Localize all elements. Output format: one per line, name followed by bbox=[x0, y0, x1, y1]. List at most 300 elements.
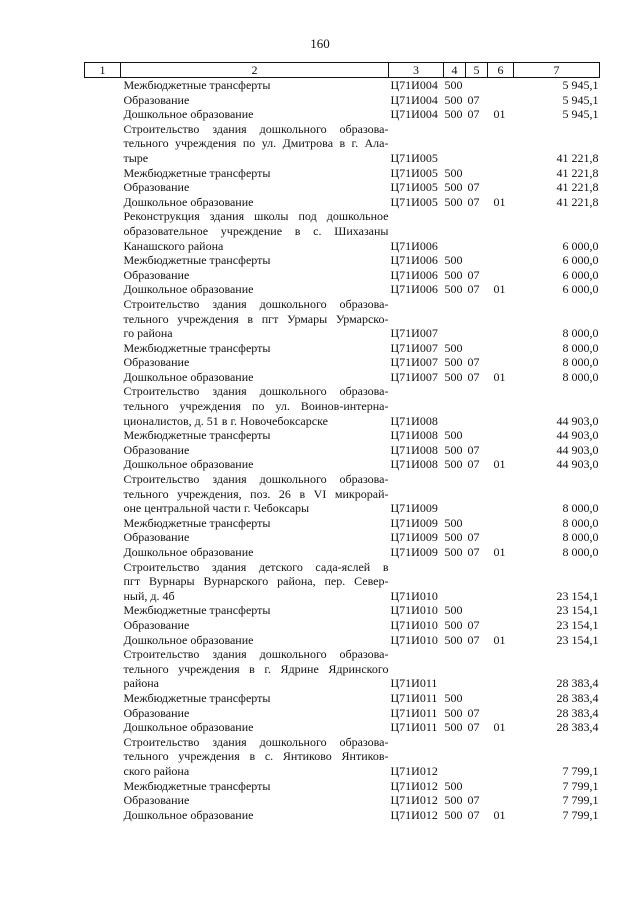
row-code-cell: Ц71И012 bbox=[390, 778, 438, 793]
row-group-cell bbox=[488, 530, 514, 545]
row-name-cell: Строительство здания дошкольного образова- bbox=[123, 384, 389, 399]
row-subsection-cell bbox=[466, 691, 488, 706]
row-code-cell: Ц71И009 bbox=[390, 545, 438, 559]
table-row bbox=[85, 472, 600, 487]
table-row bbox=[85, 720, 600, 735]
row-amount-cell bbox=[514, 560, 600, 575]
row-section-cell bbox=[444, 735, 466, 750]
row-group-cell bbox=[488, 516, 514, 531]
row-amount-cell bbox=[514, 136, 600, 151]
row-section-cell: 500 bbox=[444, 253, 463, 268]
row-group-cell bbox=[488, 414, 514, 429]
row-amount-cell: 8 000,0 bbox=[562, 545, 599, 559]
row-subsection-cell bbox=[466, 209, 488, 224]
row-number-cell bbox=[85, 749, 121, 764]
row-code-cell: Ц71И008 bbox=[390, 428, 438, 443]
row-subsection-cell bbox=[466, 487, 488, 502]
row-name-cell: Образование bbox=[123, 267, 190, 282]
row-subsection-cell: 07 bbox=[467, 369, 480, 384]
table-row bbox=[85, 399, 600, 414]
row-number-cell bbox=[85, 297, 121, 312]
row-section-cell: 500 bbox=[444, 267, 463, 282]
row-name-cell: Межбюджетные трансферты bbox=[123, 690, 271, 705]
row-number-cell bbox=[85, 195, 121, 210]
row-amount-cell: 5 945,1 bbox=[562, 107, 599, 122]
row-subsection-cell: 07 bbox=[467, 617, 480, 632]
row-amount-cell: 6 000,0 bbox=[562, 267, 599, 282]
row-group-cell: 01 bbox=[493, 194, 506, 209]
row-section-cell bbox=[444, 122, 466, 137]
row-number-cell bbox=[85, 224, 121, 239]
table-row bbox=[85, 560, 600, 575]
row-subsection-cell bbox=[466, 78, 488, 93]
table-row bbox=[85, 282, 600, 297]
row-subsection-cell: 07 bbox=[467, 457, 480, 472]
row-subsection-cell bbox=[466, 589, 488, 604]
row-code-cell: Ц71И006 bbox=[390, 282, 438, 297]
row-section-cell: 500 bbox=[444, 807, 463, 822]
row-name-cell: го района bbox=[123, 326, 173, 341]
row-amount-cell bbox=[514, 209, 600, 224]
row-subsection-cell bbox=[466, 414, 488, 429]
row-name-cell: Дошкольное образование bbox=[123, 545, 254, 559]
row-section-cell: 500 bbox=[444, 92, 463, 107]
row-amount-cell: 7 799,1 bbox=[562, 763, 599, 778]
table-row bbox=[85, 501, 600, 516]
row-subsection-cell bbox=[466, 151, 488, 166]
row-group-cell bbox=[488, 209, 514, 224]
row-number-cell bbox=[85, 676, 121, 691]
row-amount-cell: 28 383,4 bbox=[556, 705, 599, 720]
table-row bbox=[85, 93, 600, 108]
row-section-cell bbox=[444, 384, 466, 399]
row-section-cell bbox=[444, 209, 466, 224]
row-subsection-cell bbox=[466, 297, 488, 312]
row-group-cell bbox=[488, 180, 514, 195]
row-subsection-cell: 07 bbox=[467, 530, 480, 545]
row-name-cell: Дошкольное образование bbox=[123, 194, 254, 209]
row-subsection-cell bbox=[466, 647, 488, 662]
row-number-cell bbox=[85, 487, 121, 502]
row-code-cell bbox=[389, 224, 444, 239]
row-number-cell bbox=[85, 341, 121, 356]
row-code-cell: Ц71И010 bbox=[390, 603, 438, 618]
table-row bbox=[85, 749, 600, 764]
row-section-cell bbox=[444, 589, 466, 604]
row-number-cell bbox=[85, 136, 121, 151]
row-number-cell bbox=[85, 399, 121, 414]
row-name-cell: Межбюджетные трансферты bbox=[123, 340, 271, 355]
table-body bbox=[85, 78, 600, 823]
row-subsection-cell bbox=[466, 516, 488, 531]
row-group-cell bbox=[488, 326, 514, 341]
row-amount-cell bbox=[514, 472, 600, 487]
row-amount-cell: 7 799,1 bbox=[562, 793, 599, 808]
table-row bbox=[85, 574, 600, 589]
row-code-cell: Ц71И009 bbox=[390, 530, 438, 545]
row-name-cell: пгт Вурнары Вурнарского района, пер. Север- bbox=[123, 574, 389, 589]
row-amount-cell bbox=[514, 647, 600, 662]
row-name-cell: Строительство здания дошкольного образова- bbox=[123, 734, 389, 749]
row-group-cell bbox=[488, 78, 514, 93]
row-amount-cell: 41 221,8 bbox=[556, 150, 599, 165]
row-subsection-cell bbox=[466, 676, 488, 691]
row-group-cell bbox=[488, 443, 514, 458]
row-amount-cell: 7 799,1 bbox=[562, 778, 599, 793]
row-group-cell bbox=[488, 501, 514, 516]
row-subsection-cell: 07 bbox=[467, 632, 480, 647]
table-row bbox=[85, 312, 600, 327]
row-number-cell bbox=[85, 312, 121, 327]
row-amount-cell bbox=[514, 749, 600, 764]
row-subsection-cell: 07 bbox=[467, 194, 480, 209]
row-group-cell: 01 bbox=[493, 282, 506, 297]
row-subsection-cell: 07 bbox=[467, 705, 480, 720]
row-name-cell: Образование bbox=[123, 793, 190, 808]
row-group-cell bbox=[488, 574, 514, 589]
row-code-cell: Ц71И005 bbox=[390, 165, 438, 180]
row-subsection-cell bbox=[466, 136, 488, 151]
row-amount-cell bbox=[514, 399, 600, 414]
row-subsection-cell: 07 bbox=[467, 267, 480, 282]
row-amount-cell: 44 903,0 bbox=[556, 457, 599, 472]
row-name-cell: Реконструкция здания школы под дошкольное bbox=[123, 209, 389, 224]
table-row bbox=[85, 209, 600, 224]
row-amount-cell: 5 945,1 bbox=[562, 78, 599, 92]
row-code-cell: Ц71И012 bbox=[390, 807, 438, 822]
row-number-cell bbox=[85, 735, 121, 750]
row-amount-cell: 28 383,4 bbox=[556, 676, 599, 691]
row-code-cell: Ц71И010 bbox=[390, 588, 438, 603]
column-header-4: 4 bbox=[444, 63, 466, 78]
row-name-cell: Межбюджетные трансферты bbox=[123, 603, 271, 618]
row-code-cell: Ц71И006 bbox=[390, 238, 438, 253]
row-section-cell bbox=[444, 224, 466, 239]
row-number-cell bbox=[85, 209, 121, 224]
row-subsection-cell: 07 bbox=[467, 92, 480, 107]
row-number-cell bbox=[85, 603, 121, 618]
row-section-cell bbox=[444, 764, 466, 779]
row-name-cell: Межбюджетные трансферты bbox=[123, 515, 271, 530]
row-code-cell bbox=[389, 487, 444, 502]
row-subsection-cell bbox=[466, 603, 488, 618]
row-amount-cell: 7 799,1 bbox=[562, 807, 599, 822]
row-name-cell: ционалистов, д. 51 в г. Новочебоксарске bbox=[123, 413, 328, 428]
row-code-cell: Ц71И005 bbox=[390, 150, 438, 165]
row-name-cell: Дошкольное образование bbox=[123, 807, 254, 822]
row-number-cell bbox=[85, 647, 121, 662]
row-subsection-cell bbox=[466, 749, 488, 764]
row-subsection-cell: 07 bbox=[467, 442, 480, 457]
row-number-cell bbox=[85, 443, 121, 458]
column-header-2: 2 bbox=[121, 63, 389, 78]
row-number-cell bbox=[85, 516, 121, 531]
row-number-cell bbox=[85, 78, 121, 93]
row-group-cell bbox=[488, 253, 514, 268]
table-row bbox=[85, 706, 600, 721]
table-row bbox=[85, 78, 600, 93]
row-code-cell bbox=[389, 136, 444, 151]
row-group-cell bbox=[488, 749, 514, 764]
row-section-cell bbox=[444, 487, 466, 502]
row-code-cell bbox=[389, 647, 444, 662]
row-number-cell bbox=[85, 779, 121, 794]
row-amount-cell bbox=[514, 487, 600, 502]
row-section-cell bbox=[444, 676, 466, 691]
table-row bbox=[85, 764, 600, 779]
row-code-cell: Ц71И007 bbox=[390, 326, 438, 341]
row-group-cell bbox=[488, 560, 514, 575]
row-section-cell bbox=[444, 297, 466, 312]
table-row bbox=[85, 326, 600, 341]
row-code-cell bbox=[389, 560, 444, 575]
row-group-cell bbox=[488, 706, 514, 721]
row-subsection-cell: 07 bbox=[467, 355, 480, 370]
table-row bbox=[85, 793, 600, 808]
row-section-cell bbox=[444, 574, 466, 589]
table-row bbox=[85, 545, 600, 560]
row-group-cell: 01 bbox=[493, 369, 506, 384]
row-subsection-cell: 07 bbox=[467, 180, 480, 195]
row-group-cell bbox=[488, 399, 514, 414]
row-section-cell bbox=[444, 749, 466, 764]
table-row bbox=[85, 530, 600, 545]
row-number-cell bbox=[85, 589, 121, 604]
row-code-cell: Ц71И004 bbox=[390, 107, 438, 122]
row-section-cell: 500 bbox=[444, 194, 463, 209]
row-name-cell: Канашского района bbox=[123, 238, 224, 253]
row-amount-cell bbox=[514, 662, 600, 677]
row-group-cell bbox=[488, 355, 514, 370]
column-header-1: 1 bbox=[85, 63, 121, 78]
row-code-cell: Ц71И009 bbox=[390, 501, 438, 516]
table-row bbox=[85, 355, 600, 370]
table-row bbox=[85, 516, 600, 531]
row-section-cell: 500 bbox=[444, 107, 463, 122]
row-name-cell: Образование bbox=[123, 355, 190, 370]
row-group-cell bbox=[488, 297, 514, 312]
row-section-cell bbox=[444, 414, 466, 429]
row-name-cell: Дошкольное образование bbox=[123, 720, 254, 735]
row-group-cell: 01 bbox=[493, 720, 506, 735]
row-amount-cell: 44 903,0 bbox=[556, 413, 599, 428]
row-number-cell bbox=[85, 326, 121, 341]
row-code-cell: Ц71И005 bbox=[390, 180, 438, 195]
row-section-cell: 500 bbox=[444, 428, 463, 443]
row-number-cell bbox=[85, 501, 121, 516]
row-group-cell bbox=[488, 647, 514, 662]
row-group-cell: 01 bbox=[493, 107, 506, 122]
row-code-cell: Ц71И007 bbox=[390, 340, 438, 355]
row-number-cell bbox=[85, 384, 121, 399]
row-group-cell bbox=[488, 428, 514, 443]
row-code-cell bbox=[389, 472, 444, 487]
column-number-row bbox=[85, 63, 600, 78]
row-number-cell bbox=[85, 706, 121, 721]
row-section-cell bbox=[444, 662, 466, 677]
row-subsection-cell bbox=[466, 341, 488, 356]
row-section-cell bbox=[444, 399, 466, 414]
row-group-cell bbox=[488, 487, 514, 502]
row-number-cell bbox=[85, 457, 121, 472]
row-number-cell bbox=[85, 122, 121, 137]
row-code-cell bbox=[389, 662, 444, 677]
row-group-cell bbox=[488, 691, 514, 706]
row-group-cell bbox=[488, 312, 514, 327]
row-code-cell: Ц71И004 bbox=[390, 92, 438, 107]
row-amount-cell: 23 154,1 bbox=[556, 603, 599, 618]
row-code-cell: Ц71И012 bbox=[390, 793, 438, 808]
row-code-cell bbox=[389, 574, 444, 589]
row-code-cell: Ц71И011 bbox=[390, 676, 438, 691]
table-row bbox=[85, 487, 600, 502]
row-code-cell: Ц71И007 bbox=[390, 369, 438, 384]
row-subsection-cell bbox=[466, 399, 488, 414]
table-row bbox=[85, 735, 600, 750]
row-group-cell bbox=[488, 764, 514, 779]
row-group-cell bbox=[488, 618, 514, 633]
row-section-cell: 500 bbox=[444, 617, 463, 632]
row-number-cell bbox=[85, 662, 121, 677]
row-subsection-cell bbox=[466, 312, 488, 327]
row-subsection-cell bbox=[466, 779, 488, 794]
row-section-cell: 500 bbox=[444, 530, 463, 545]
table-row bbox=[85, 107, 600, 122]
row-subsection-cell bbox=[466, 428, 488, 443]
row-number-cell bbox=[85, 472, 121, 487]
table-row bbox=[85, 384, 600, 399]
row-name-cell: Межбюджетные трансферты bbox=[123, 428, 271, 443]
row-name-cell: Дошкольное образование bbox=[123, 107, 254, 122]
row-name-cell: Строительство здания дошкольного образова- bbox=[123, 296, 389, 311]
row-code-cell: Ц71И011 bbox=[390, 705, 438, 720]
row-section-cell bbox=[444, 647, 466, 662]
row-subsection-cell: 07 bbox=[467, 545, 480, 559]
table-row bbox=[85, 195, 600, 210]
row-code-cell bbox=[389, 312, 444, 327]
row-name-cell: Дошкольное образование bbox=[123, 369, 254, 384]
table-row bbox=[85, 136, 600, 151]
row-amount-cell: 5 945,1 bbox=[562, 92, 599, 107]
budget-table bbox=[84, 62, 600, 822]
table-row bbox=[85, 603, 600, 618]
row-section-cell: 500 bbox=[444, 793, 463, 808]
column-header-5: 5 bbox=[466, 63, 488, 78]
row-name-cell: Дошкольное образование bbox=[123, 282, 254, 297]
row-subsection-cell bbox=[466, 224, 488, 239]
row-code-cell: Ц71И009 bbox=[390, 515, 438, 530]
row-code-cell: Ц71И008 bbox=[390, 413, 438, 428]
row-group-cell bbox=[488, 122, 514, 137]
row-subsection-cell bbox=[466, 764, 488, 779]
row-section-cell: 500 bbox=[444, 282, 463, 297]
table-header bbox=[85, 63, 600, 78]
row-subsection-cell: 07 bbox=[467, 282, 480, 297]
row-code-cell: Ц71И012 bbox=[390, 763, 438, 778]
row-name-cell: оне центральной части г. Чебоксары bbox=[123, 501, 310, 516]
row-code-cell bbox=[389, 735, 444, 750]
row-group-cell bbox=[488, 472, 514, 487]
row-amount-cell: 23 154,1 bbox=[556, 617, 599, 632]
row-subsection-cell bbox=[466, 384, 488, 399]
row-name-cell: Дошкольное образование bbox=[123, 457, 254, 472]
row-section-cell: 500 bbox=[444, 545, 463, 559]
row-name-cell: Межбюджетные трансферты bbox=[123, 78, 271, 92]
row-section-cell: 500 bbox=[444, 78, 463, 92]
row-name-cell: ный, д. 4б bbox=[123, 588, 175, 603]
row-amount-cell: 6 000,0 bbox=[562, 238, 599, 253]
row-number-cell bbox=[85, 574, 121, 589]
table-row bbox=[85, 647, 600, 662]
row-number-cell bbox=[85, 93, 121, 108]
row-group-cell bbox=[488, 136, 514, 151]
row-name-cell: Межбюджетные трансферты bbox=[123, 778, 271, 793]
row-name-cell: тельного учреждения по ул. Воинов-интерна- bbox=[123, 399, 389, 414]
row-amount-cell: 23 154,1 bbox=[556, 588, 599, 603]
row-group-cell bbox=[488, 589, 514, 604]
table-row bbox=[85, 589, 600, 604]
row-number-cell bbox=[85, 764, 121, 779]
table-row bbox=[85, 180, 600, 195]
row-name-cell: Строительство здания дошкольного образова- bbox=[123, 121, 389, 136]
row-name-cell: Межбюджетные трансферты bbox=[123, 253, 271, 268]
row-code-cell bbox=[389, 384, 444, 399]
column-header-6: 6 bbox=[488, 63, 514, 78]
row-section-cell: 500 bbox=[444, 720, 463, 735]
table-row bbox=[85, 122, 600, 137]
row-name-cell: Образование bbox=[123, 92, 190, 107]
row-number-cell bbox=[85, 633, 121, 648]
row-name-cell: тельного учреждения в пгт Урмары Урмарско- bbox=[123, 311, 389, 326]
row-section-cell: 500 bbox=[444, 165, 463, 180]
row-code-cell: Ц71И005 bbox=[390, 194, 438, 209]
row-number-cell bbox=[85, 268, 121, 283]
row-number-cell bbox=[85, 808, 121, 823]
row-subsection-cell bbox=[466, 253, 488, 268]
row-group-cell bbox=[488, 735, 514, 750]
table-row bbox=[85, 779, 600, 794]
row-name-cell: тельного учреждения по ул. Дмитрова в г. Ала- bbox=[123, 136, 389, 151]
row-group-cell: 01 bbox=[493, 457, 506, 472]
row-section-cell: 500 bbox=[444, 603, 463, 618]
row-number-cell bbox=[85, 151, 121, 166]
row-name-cell: тельного учреждения, поз. 26 в VI микрорай- bbox=[123, 486, 389, 501]
row-amount-cell: 8 000,0 bbox=[562, 340, 599, 355]
row-number-cell bbox=[85, 545, 121, 560]
row-subsection-cell: 07 bbox=[467, 807, 480, 822]
row-amount-cell: 44 903,0 bbox=[556, 442, 599, 457]
row-section-cell bbox=[444, 151, 466, 166]
row-name-cell: тельного учреждения в г. Ядрине Ядринского bbox=[123, 661, 389, 676]
row-amount-cell bbox=[514, 297, 600, 312]
row-section-cell bbox=[444, 560, 466, 575]
table-row bbox=[85, 239, 600, 254]
row-name-cell: Строительство здания дошкольного образова- bbox=[123, 647, 389, 662]
row-number-cell bbox=[85, 166, 121, 181]
row-subsection-cell bbox=[466, 560, 488, 575]
row-subsection-cell bbox=[466, 501, 488, 516]
table-row bbox=[85, 414, 600, 429]
row-amount-cell: 8 000,0 bbox=[562, 501, 599, 516]
row-group-cell bbox=[488, 224, 514, 239]
row-amount-cell bbox=[514, 384, 600, 399]
row-group-cell bbox=[488, 93, 514, 108]
row-number-cell bbox=[85, 691, 121, 706]
row-amount-cell bbox=[514, 224, 600, 239]
row-amount-cell: 41 221,8 bbox=[556, 165, 599, 180]
row-name-cell: Образование bbox=[123, 617, 190, 632]
row-amount-cell bbox=[514, 735, 600, 750]
